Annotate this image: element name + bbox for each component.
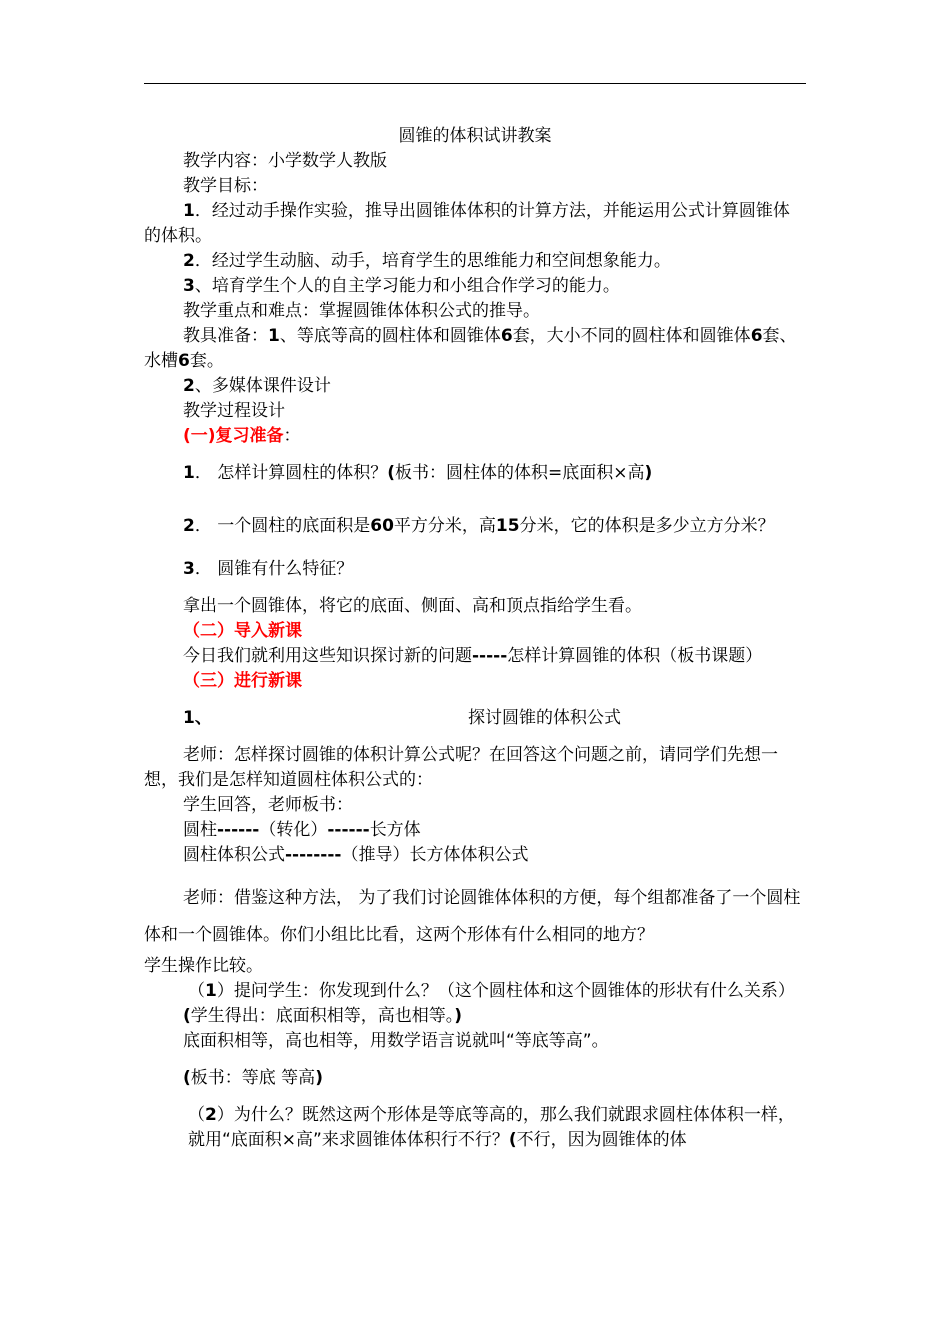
goal-3 <box>144 274 806 299</box>
document-title: 圆锥的体积试讲教案 <box>398 126 552 146</box>
teacher-question <box>144 743 806 793</box>
topic-title: 探讨圆锥的体积公式 <box>468 708 621 728</box>
text-span: 板书：圆柱体的体积=底面积×高 <box>395 463 645 483</box>
dash-span: ------ <box>327 820 370 840</box>
number-span: 2 <box>183 376 195 396</box>
text-span: ）提问学生：你发现到什么？（这个圆柱体和这个圆锥体的形状有什么关系） <box>216 981 795 1001</box>
section-new-lesson <box>144 669 806 694</box>
text-span: 学生得出：底面积相等，高也相等。 <box>190 1006 455 1026</box>
number-span: 6 <box>750 326 763 346</box>
paren-span: （ <box>188 981 205 1001</box>
topic-line <box>144 706 806 731</box>
lesson-plan-document <box>144 124 806 1153</box>
text-span: ． 一个圆柱的底面积是 <box>194 516 371 536</box>
text-span: 拿出一个圆锥体，将它的底面、侧面、高和顶点指给学生看。 <box>183 596 642 616</box>
board-same-base <box>144 1066 806 1091</box>
text-span: （推导）长方体体积公式 <box>341 845 529 865</box>
dash-span: ----- <box>472 646 508 666</box>
number-span: 1 <box>183 201 195 221</box>
text-span: ）为什么？既然这两个形体是等底等高的，那么我们就跟求圆柱体体积一样，就用“底面积×高”来求圆锥体体积行不行？ <box>188 1105 795 1150</box>
materials-2 <box>144 374 806 399</box>
text-span: 老师：怎样探讨圆锥的体积计算公式呢？在回答这个问题之前，请同学们先想一想，我们是怎样知道圆柱体积公式的： <box>144 745 778 790</box>
text-span: 教学目标： <box>183 176 268 196</box>
question-2 <box>144 1103 806 1153</box>
number-span: 1 <box>183 463 195 483</box>
text-span: 、培育学生个人的自主学习能力和小组合作学习的能力。 <box>194 276 620 296</box>
text-span: 板书：等底 等高 <box>190 1068 316 1088</box>
text-span: 不行，因为圆锥体的体 <box>516 1130 687 1150</box>
text-span: ： <box>283 426 301 446</box>
paren-span: ) <box>315 1068 323 1088</box>
question-1 <box>144 979 806 1004</box>
text-span: 教学过程设计 <box>183 401 285 421</box>
same-base-height <box>144 1029 806 1054</box>
text-span: 、多媒体课件设计 <box>194 376 331 396</box>
board-line-1 <box>144 818 806 843</box>
demo-line <box>144 594 806 619</box>
paren-span: （ <box>188 1105 205 1125</box>
number-span: 1 <box>268 326 280 346</box>
intro-text <box>144 644 806 669</box>
text-span: 、等底等高的圆柱体和圆锥体 <box>279 326 501 346</box>
teacher-method <box>144 880 806 954</box>
number-span: 1 <box>205 981 217 1001</box>
review-question-2 <box>144 508 806 545</box>
number-span: 1、 <box>183 708 212 728</box>
section-review <box>144 424 806 449</box>
number-span: 15 <box>495 516 520 536</box>
text-span: （转化） <box>259 820 328 840</box>
section-title: 复习准备 <box>215 426 284 446</box>
text-span: 分米，它的体积是多少立方分米？ <box>519 516 775 536</box>
board-line-2 <box>144 843 806 868</box>
section-intro <box>144 619 806 644</box>
number-span: 2 <box>183 516 195 536</box>
goal-2: 2．经过学生动脑、动手，培育学生的思维能力和空间想象能力。 <box>183 251 671 271</box>
text-span: ． 圆锥有什么特征？ <box>194 559 354 579</box>
text-span: 套。 <box>189 351 224 371</box>
paren-span: ( <box>183 1068 191 1088</box>
text-span: 怎样计算圆锥的体积（板书课题） <box>507 646 763 666</box>
text-span: 套、水槽 <box>144 326 797 371</box>
number-span: 2 <box>205 1105 217 1125</box>
number-span: 3 <box>183 559 195 579</box>
header-rule <box>144 83 806 84</box>
dash-span: ------ <box>217 820 260 840</box>
text-span: 教学内容：小学数学人教版 <box>183 151 387 171</box>
text-span: 学生操作比较。 <box>144 956 263 976</box>
key-points <box>144 299 806 324</box>
text-span: 经过动手操作实验，推导出圆锥体体积的计算方法，并能运用公式计算圆锥体的体积。 <box>144 201 790 246</box>
number-span: 6 <box>178 351 190 371</box>
text-span: 今日我们就利用这些知识探讨新的问题 <box>183 646 472 666</box>
number-span: 2 <box>183 251 195 271</box>
student-operation <box>144 954 806 979</box>
review-question-3 <box>144 557 806 582</box>
student-answer <box>144 793 806 818</box>
section-title: （三）进行新课 <box>183 671 302 691</box>
text-span: 经过学生动脑、动手，培育学生的思维能力和空间想象能力。 <box>211 251 671 271</box>
text-span: 学生回答，老师板书： <box>183 795 353 815</box>
paren-span: ( <box>508 1130 517 1150</box>
text-span: 底面积相等，高也相等，用数学语言说就叫“等底等高”。 <box>183 1031 609 1051</box>
student-result <box>144 1004 806 1029</box>
process-heading <box>144 399 806 424</box>
text-span: ． 怎样计算圆柱的体积？ <box>194 463 388 483</box>
goals-heading <box>144 174 806 199</box>
dash-span: -------- <box>285 845 342 865</box>
text-span: 圆柱 <box>183 820 217 840</box>
text-span: 教具准备： <box>183 326 268 346</box>
materials <box>144 324 806 374</box>
text-span: 教学重点和难点：掌握圆锥体体积公式的推导。 <box>183 301 540 321</box>
paren-span: ) <box>644 463 653 483</box>
paren-span: ( <box>387 463 396 483</box>
number-span: 60 <box>370 516 394 536</box>
text-span: 套，大小不同的圆柱体和圆锥体 <box>512 326 751 346</box>
content-line <box>144 149 806 174</box>
text-span: 圆柱体积公式 <box>183 845 285 865</box>
text-span: 长方体 <box>369 820 421 840</box>
section-title: （二）导入新课 <box>183 621 302 641</box>
goal-1: 1．经过动手操作实验，推导出圆锥体体积的计算方法，并能运用公式计算圆锥体的体积。 <box>144 201 790 246</box>
text-span: 平方分米，高 <box>393 516 496 536</box>
paren-span: ) <box>454 1006 463 1026</box>
text-span: 老师：借鉴这种方法， 为了我们讨论圆锥体体积的方便，每个组都准备了一个圆柱体和一个圆锥体。你们小组比比看，这两个形体有什么相同的地方？ <box>144 888 801 945</box>
number-span: 3 <box>183 276 195 296</box>
number-span: 6 <box>500 326 513 346</box>
paren-span: ( <box>183 1006 191 1026</box>
review-question-1 <box>144 461 806 486</box>
section-number: (一) <box>183 426 216 446</box>
